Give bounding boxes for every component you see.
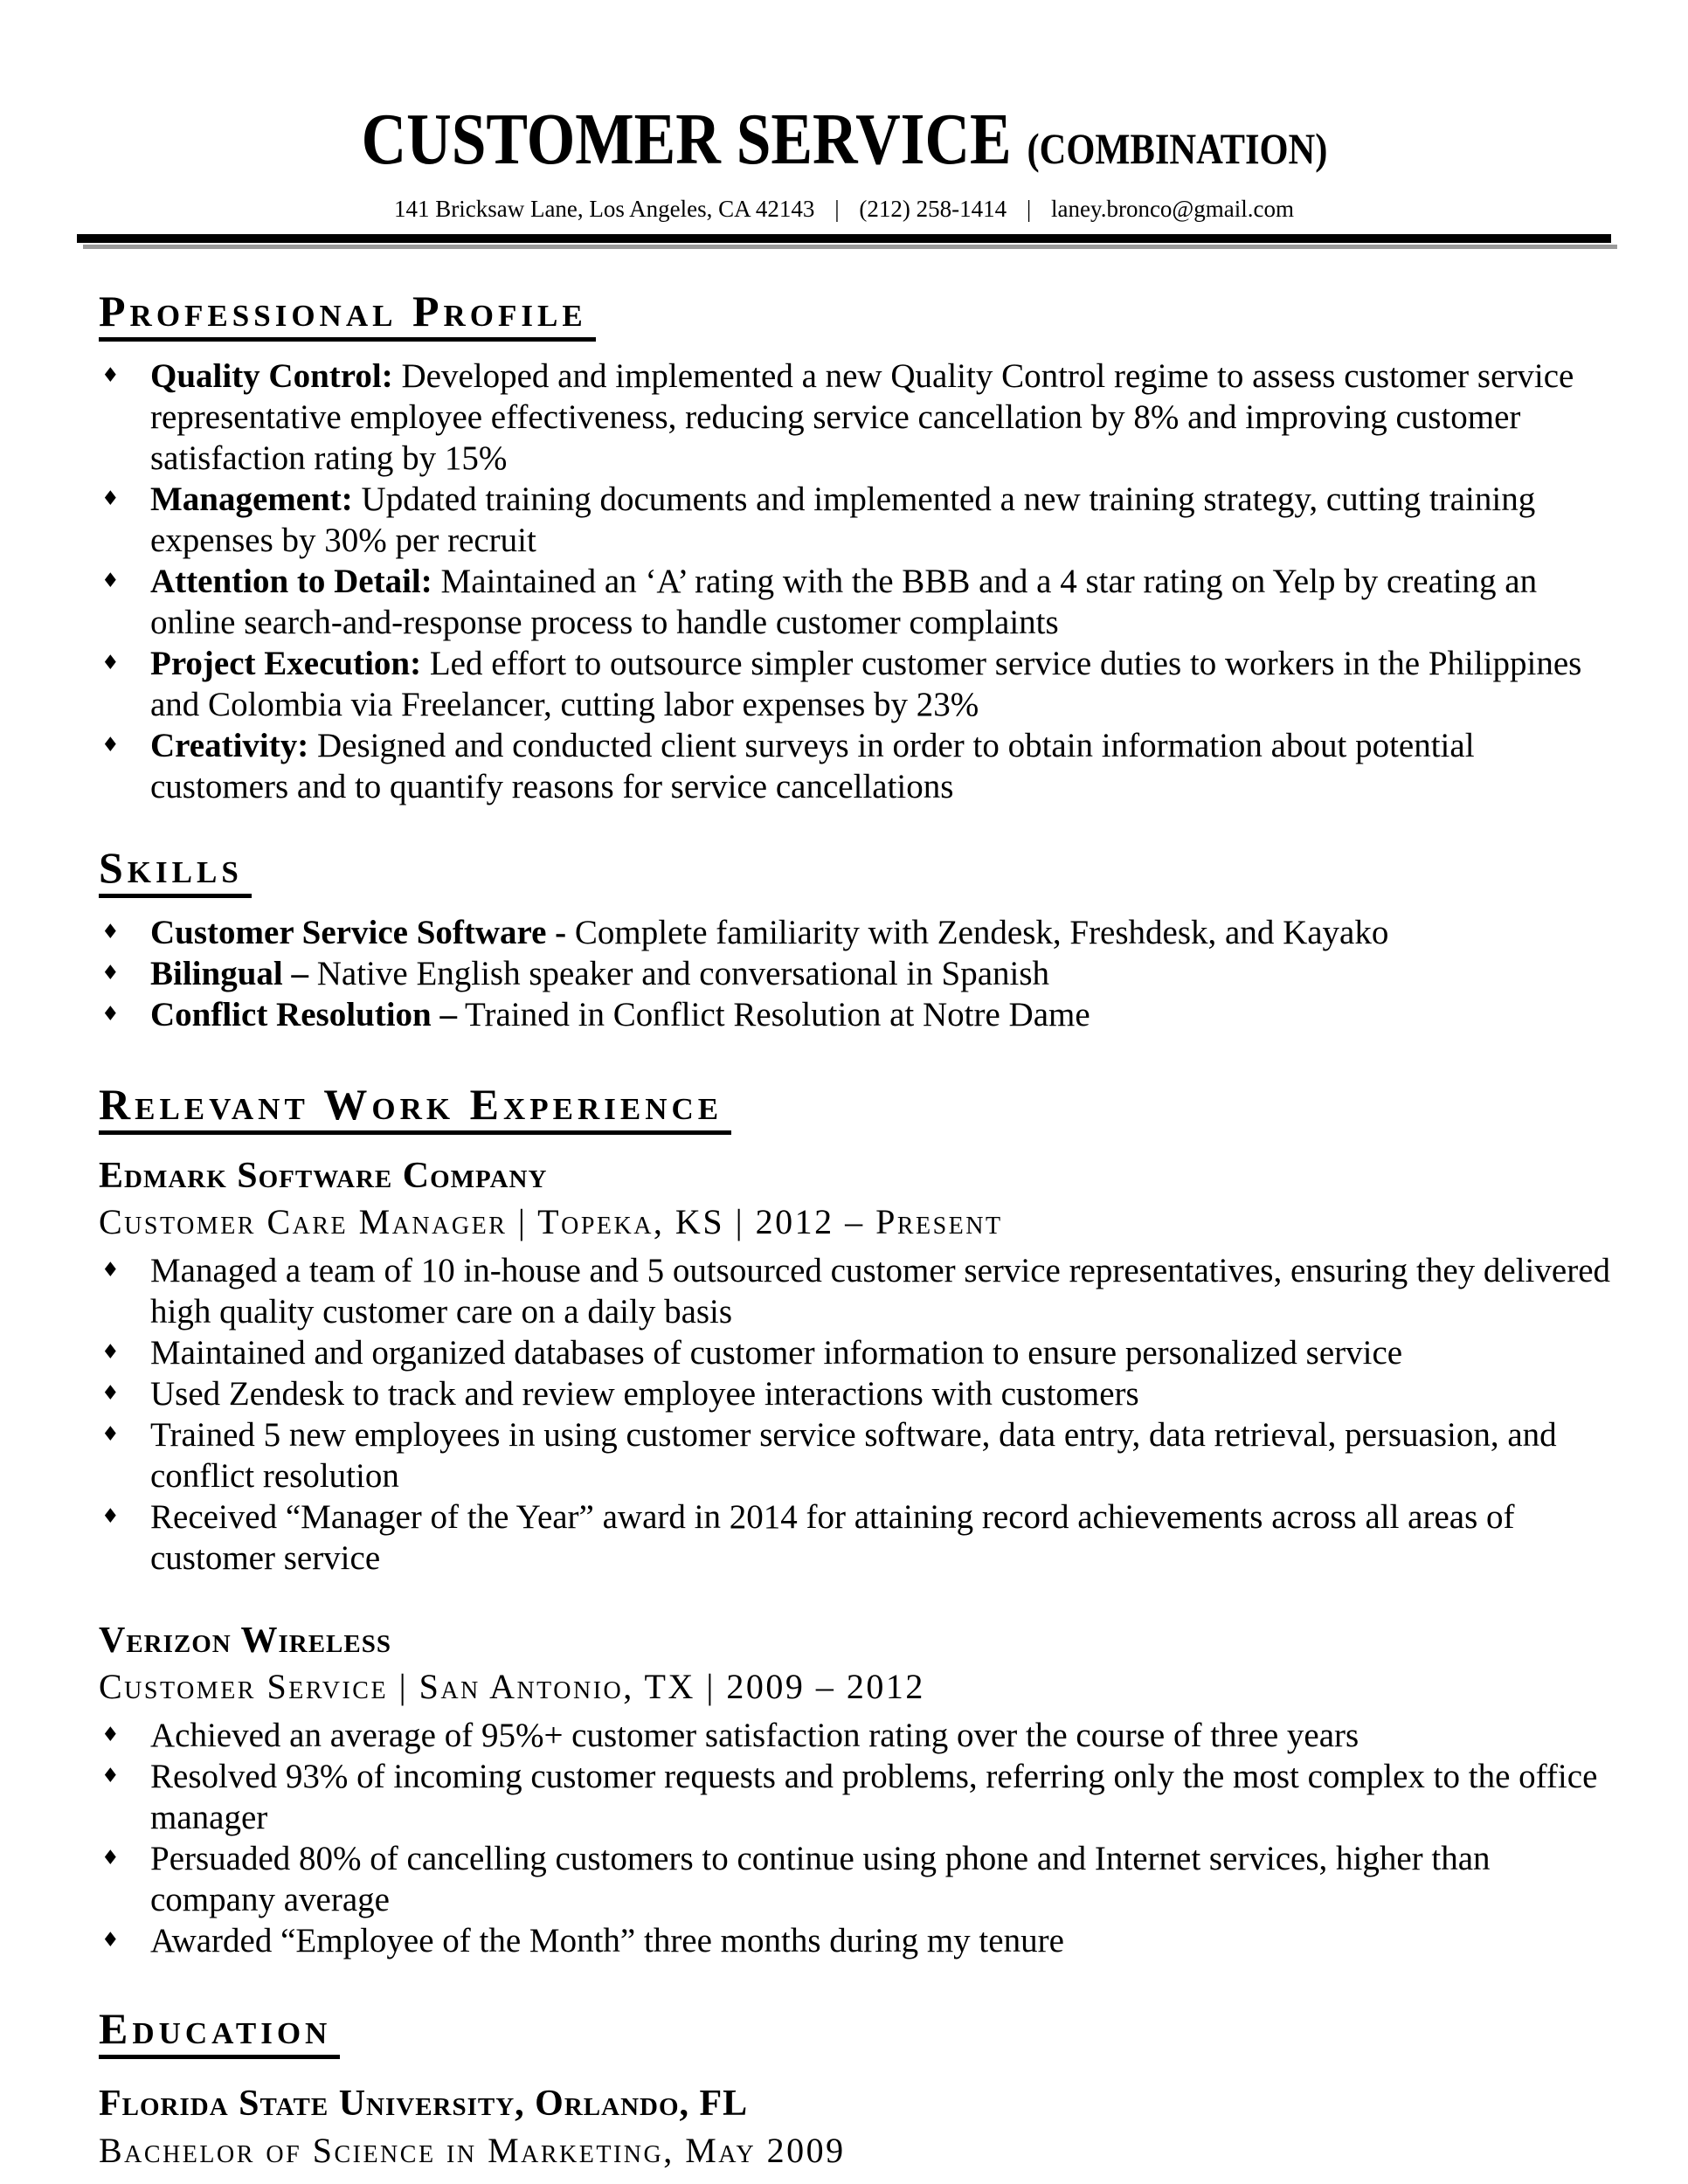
list-item xyxy=(99,356,1621,479)
bullet-diamond-icon: ♦ xyxy=(101,1423,120,1447)
bullet-diamond-icon: ♦ xyxy=(101,570,120,592)
bullet-text: Trained in Conflict Resolution at Notre Dame xyxy=(465,996,1090,1033)
list-item xyxy=(99,1920,1621,1961)
list-item xyxy=(99,912,1621,953)
bullet-diamond-icon: ♦ xyxy=(101,652,120,674)
bullet-diamond-icon: ♦ xyxy=(101,1341,120,1365)
contact-separator: | xyxy=(834,196,840,222)
list-item xyxy=(99,1496,1621,1579)
section-professional-profile xyxy=(99,287,1621,807)
bullet-text: Updated training documents and implemented a new training strategy, cutting training expenses by 30% per recruit xyxy=(150,480,1536,559)
bullet-diamond-icon: ♦ xyxy=(101,1505,120,1529)
bullet-text: Maintained and organized databases of customer information to ensure personalized service xyxy=(150,1334,1403,1372)
company-name: Verizon Wireless xyxy=(99,1621,391,1662)
bullet-lead: Creativity: xyxy=(150,727,309,764)
list-item xyxy=(99,1756,1621,1838)
job-title-line: Customer Service | San Antonio, TX | 2009 – 2012 xyxy=(99,1667,925,1707)
section-education xyxy=(99,2005,1621,2169)
skills-bullet-list xyxy=(99,912,1621,1035)
list-item xyxy=(99,561,1621,643)
bullet-text: Trained 5 new employees in using customer service software, data entry, data retrieval, persuasion, and conflict resolution xyxy=(150,1416,1557,1496)
list-item xyxy=(99,479,1621,561)
title-suffix: (COMBINATION) xyxy=(1026,124,1327,173)
education-school: Florida State University, Orlando, FL xyxy=(99,2084,749,2125)
job-title-line: Customer Care Manager | Topeka, KS | 2012 – Present xyxy=(99,1202,1003,1242)
bullet-diamond-icon: ♦ xyxy=(101,487,120,510)
list-item xyxy=(99,643,1621,725)
bullet-lead: Conflict Resolution – xyxy=(150,996,457,1033)
bullet-lead: Customer Service Software - xyxy=(150,914,567,951)
bullet-text: Persuaded 80% of cancelling customers to continue using phone and Internet services, higher than company average xyxy=(150,1840,1491,1919)
list-item xyxy=(99,994,1621,1035)
bullet-text: Resolved 93% of incoming customer requests and problems, referring only the most complex to the office manager xyxy=(150,1758,1598,1837)
contact-email: laney.bronco@gmail.com xyxy=(1050,196,1295,222)
list-item xyxy=(99,725,1621,807)
list-item xyxy=(99,1332,1621,1373)
bullet-text: Achieved an average of 95%+ customer satisfaction rating over the course of three years xyxy=(150,1717,1359,1755)
list-item xyxy=(99,1414,1621,1496)
job-bullet-list xyxy=(99,1250,1621,1579)
list-item xyxy=(99,953,1621,994)
bullet-text: Developed and implemented a new Quality Control regime to assess customer service representative employee effectiveness, reducing service cancellation by 8% and improving customer satisfaction rating by 15% xyxy=(150,357,1574,477)
bullet-diamond-icon: ♦ xyxy=(101,962,120,985)
section-heading-education: Education xyxy=(99,2005,340,2059)
profile-bullet-list xyxy=(99,356,1621,807)
list-item xyxy=(99,1373,1621,1414)
contact-line xyxy=(0,196,1688,223)
bullet-diamond-icon: ♦ xyxy=(101,734,120,757)
bullet-text: Native English speaker and conversational in Spanish xyxy=(316,955,1050,992)
bullet-diamond-icon: ♦ xyxy=(101,1724,120,1747)
bullet-diamond-icon: ♦ xyxy=(101,1929,120,1952)
bullet-text: Complete familiarity with Zendesk, Freshdesk, and Kayako xyxy=(574,914,1389,951)
title-text: CUSTOMER SERVICE xyxy=(361,99,1012,180)
job-bullet-list xyxy=(99,1715,1621,1961)
company-name: Edmark Software Company xyxy=(99,1156,548,1196)
resume-body xyxy=(0,287,1688,2170)
list-item xyxy=(99,1838,1621,1920)
bullet-text: Led effort to outsource simpler customer service duties to workers in the Philippines and Colombia via Freelancer, cutting labor expenses by 23% xyxy=(150,645,1582,723)
bullet-lead: Quality Control: xyxy=(150,357,393,395)
bullet-lead: Management: xyxy=(150,480,353,518)
page-title xyxy=(0,99,1688,180)
contact-address: 141 Bricksaw Lane, Los Angeles, CA 42143 xyxy=(393,196,815,222)
bullet-diamond-icon: ♦ xyxy=(101,1847,120,1870)
bullet-diamond-icon: ♦ xyxy=(101,1259,120,1282)
bullet-diamond-icon: ♦ xyxy=(101,1765,120,1788)
bullet-text: Managed a team of 10 in-house and 5 outsourced customer service representatives, ensuring they delivered high quality customer care on a daily basis xyxy=(150,1252,1611,1331)
bullet-diamond-icon: ♦ xyxy=(101,1382,120,1406)
contact-separator: | xyxy=(1026,196,1032,222)
bullet-diamond-icon: ♦ xyxy=(101,364,120,387)
bullet-lead: Bilingual – xyxy=(150,955,308,992)
list-item xyxy=(99,1715,1621,1756)
divider-gray-bar xyxy=(83,245,1617,249)
job-entry-edmark xyxy=(99,1156,1621,1579)
list-item xyxy=(99,1250,1621,1332)
bullet-text: Awarded “Employee of the Month” three months during my tenure xyxy=(150,1922,1064,1960)
header-divider xyxy=(77,234,1611,249)
section-heading-professional-profile: Professional Profile xyxy=(99,287,596,342)
bullet-lead: Attention to Detail: xyxy=(150,563,432,600)
divider-black-bar xyxy=(77,234,1611,243)
job-entry-verizon xyxy=(99,1621,1621,1961)
section-heading-skills: Skills xyxy=(99,844,252,898)
bullet-text: Maintained an ‘A’ rating with the BBB and a 4 star rating on Yelp by creating an online search-and-response process to handle customer complaints xyxy=(150,563,1538,641)
bullet-text: Used Zendesk to track and review employee interactions with customers xyxy=(150,1375,1139,1413)
section-heading-work-experience: Relevant Work Experience xyxy=(99,1081,731,1135)
resume-header xyxy=(0,99,1688,249)
bullet-diamond-icon: ♦ xyxy=(101,921,120,943)
bullet-diamond-icon: ♦ xyxy=(101,1003,120,1026)
bullet-lead: Project Execution: xyxy=(150,645,422,682)
education-degree: Bachelor of Science in Marketing, May 2009 xyxy=(99,2130,846,2170)
bullet-text: Designed and conducted client surveys in order to obtain information about potential customers and to quantify reasons for service cancellations xyxy=(150,727,1475,805)
section-skills xyxy=(99,844,1621,1035)
section-work-experience xyxy=(99,1081,1621,1961)
bullet-text: Received “Manager of the Year” award in 2014 for attaining record achievements across all areas of customer service xyxy=(150,1498,1515,1578)
contact-phone: (212) 258-1414 xyxy=(859,196,1007,222)
